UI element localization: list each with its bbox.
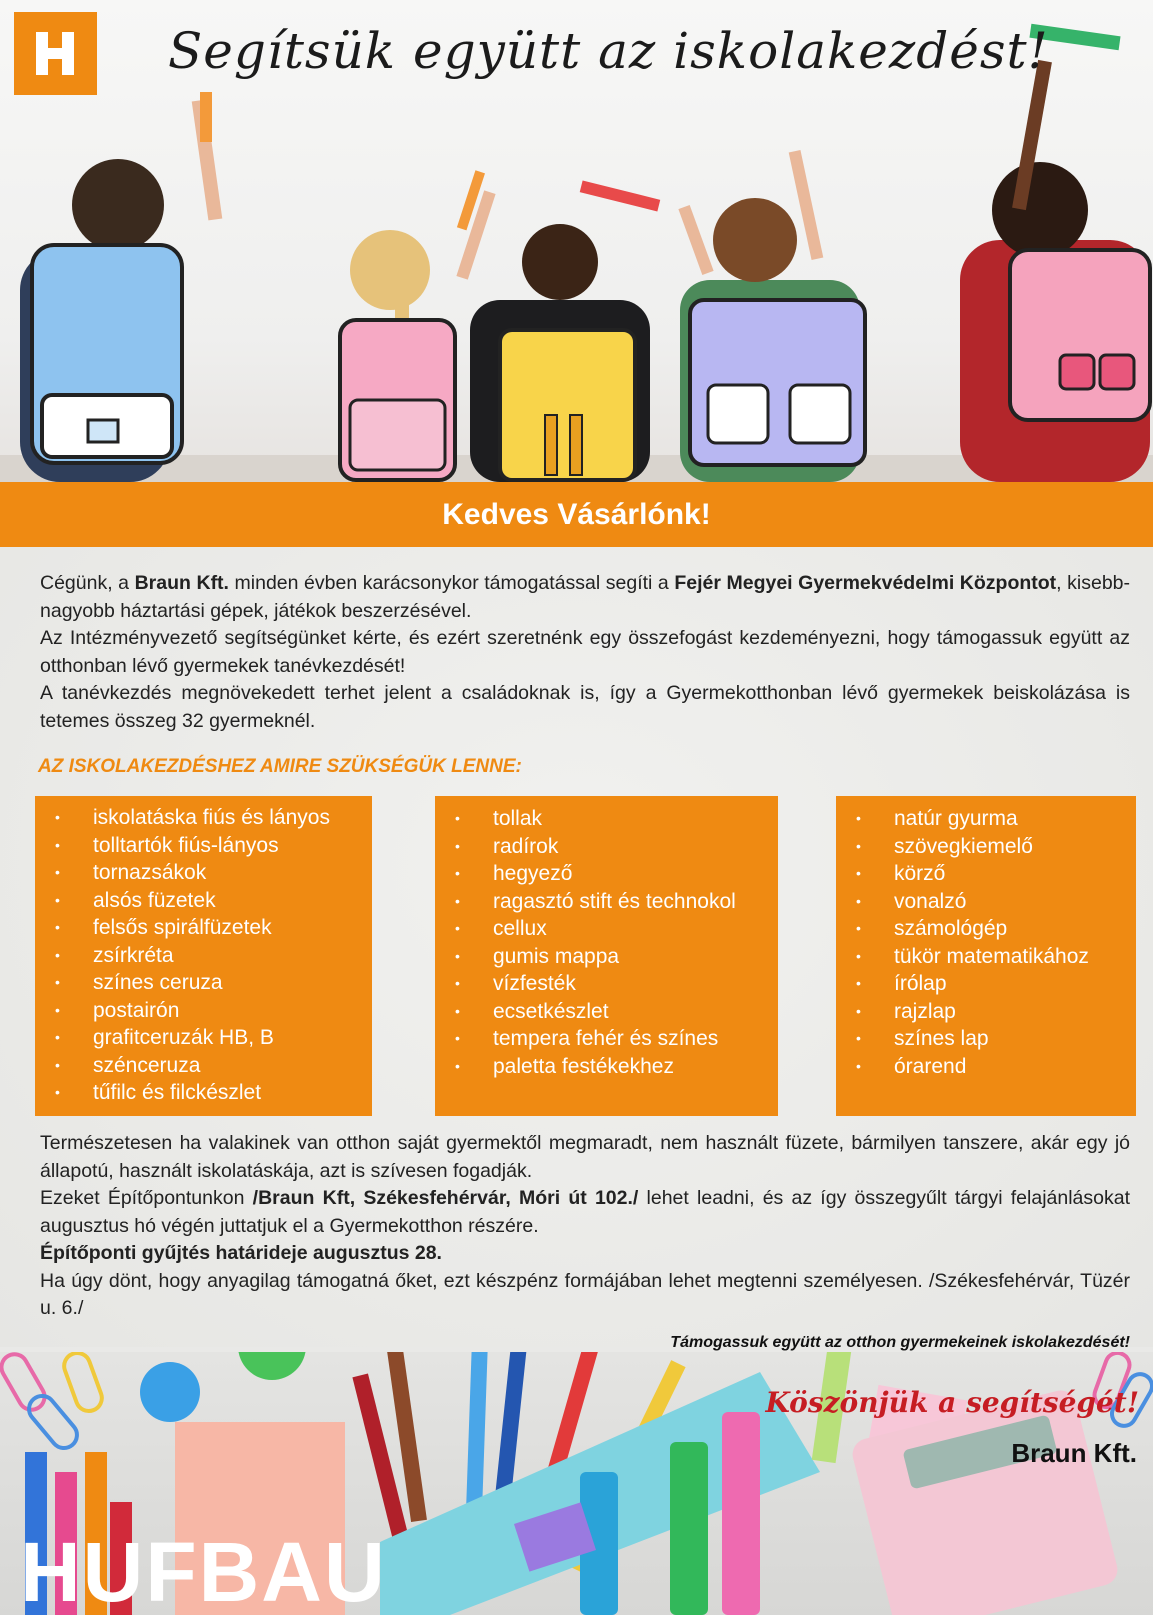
list-item: • írólap: [856, 970, 1128, 998]
intro-text: Az Intézményvezető segítségünket kérte, és ezért szeretnénk egy összefogást kezdeményezni, hogy támogassuk együtt az otthonban lévő gyermekek tanévkezdését!: [40, 627, 1130, 677]
list-item: • tollak: [455, 805, 770, 833]
organization-name: Fejér Megyei Gyermekvédelmi Központot: [674, 572, 1057, 594]
list-item: • cellux: [455, 915, 770, 943]
list-item: • tornazsákok: [55, 859, 364, 887]
thanks-message: Köszönjük a segítségét!: [765, 1386, 1139, 1419]
list-item: • tempera fehér és színes: [455, 1025, 770, 1053]
list-item: • szövegkiemelő: [856, 833, 1128, 861]
list-item: • gumis mappa: [455, 943, 770, 971]
needs-list-column-2: [435, 796, 778, 1116]
greeting-bar: [0, 482, 1153, 547]
list-item: • tűfilc és filckészlet: [55, 1079, 364, 1107]
list-item: • számológép: [856, 915, 1128, 943]
drop-off-address: /Braun Kft, Székesfehérvár, Móri út 102./: [252, 1187, 639, 1209]
hufbau-logo: [14, 12, 97, 95]
intro-paragraph: [40, 570, 1130, 735]
list-item: • órarend: [856, 1053, 1128, 1081]
hero-banner: [0, 0, 1153, 482]
hero-title: Segítsük együtt az iskolakezdést!: [168, 22, 1049, 80]
list-item: • tükör matematikához: [856, 943, 1128, 971]
needs-list-column-1: [35, 796, 372, 1116]
deadline-text: Építőponti gyűjtés határideje augusztus 28.: [40, 1242, 442, 1264]
details-text: lehet leadni, és az így összegyűlt tárgyi felajánlásokat augusztus hó végén juttatjuk el a Gyermekotthon részére.: [40, 1187, 1130, 1237]
list-item: • hegyező: [455, 860, 770, 888]
list-item: • színes lap: [856, 1025, 1128, 1053]
list-item: • radírok: [455, 833, 770, 861]
details-text: Ezeket Építőpontunkon: [40, 1187, 253, 1209]
greeting-title: Kedves Vásárlónk!: [442, 497, 711, 531]
details-text: Ha úgy dönt, hogy anyagilag támogatná őket, ezt készpénz formájában lehet megtenni személyesen. /Székesfehérvár, Tüzér u. 6./: [40, 1269, 1130, 1319]
company-name: Braun Kft.: [134, 572, 229, 594]
list-item: • rajzlap: [856, 998, 1128, 1026]
hufbau-wordmark: HUFBAU: [20, 1525, 387, 1615]
list-item: • körző: [856, 860, 1128, 888]
list-item: • szénceruza: [55, 1052, 364, 1080]
intro-text: A tanévkezdés megnövekedett terhet jelent a családoknak is, így a Gyermekotthonban lévő gyermekek beiskolázása is tetemes összeg 32 gyermeknél.: [40, 682, 1130, 732]
list-item: • alsós füzetek: [55, 887, 364, 915]
signature: Braun Kft.: [1011, 1438, 1137, 1468]
list-item: • vízfesték: [455, 970, 770, 998]
list-item: • natúr gyurma: [856, 805, 1128, 833]
list-item: • felsős spirálfüzetek: [55, 914, 364, 942]
list-item: • színes ceruza: [55, 969, 364, 997]
list-item: • ecsetkészlet: [455, 998, 770, 1026]
hufbau-h-logo-icon: [14, 12, 97, 95]
list-item: • vonalzó: [856, 888, 1128, 916]
intro-text: Cégünk, a: [40, 572, 135, 594]
list-item: • tolltartók fiús-lányos: [55, 832, 364, 860]
details-text: Természetesen ha valakinek van otthon saját gyermektől megmaradt, nem használt füzete, bármilyen tanszere, akár egy jó állapotú, használt iskolatáskája, azt is szívesen fogadják.: [40, 1132, 1130, 1182]
intro-text: , kisebb-nagyobb háztartási gépek, játékok beszerzésével.: [40, 572, 1131, 622]
list-item: • ragasztó stift és technokol: [455, 888, 770, 916]
details-paragraph: [40, 1130, 1130, 1323]
list-item: • grafitceruzák HB, B: [55, 1024, 364, 1052]
needs-heading: AZ ISKOLAKEZDÉSHEZ AMIRE SZÜKSÉGÜK LENNE:: [38, 756, 522, 777]
list-item: • postairón: [55, 997, 364, 1025]
list-item: • iskolatáska fiús és lányos: [55, 804, 364, 832]
intro-text: minden évben karácsonykor támogatással segíti a: [228, 572, 675, 594]
list-item: • zsírkréta: [55, 942, 364, 970]
list-item: • paletta festékekhez: [455, 1053, 770, 1081]
closing-slogan: Támogassuk együtt az otthon gyermekeinek iskolakezdését!: [670, 1334, 1130, 1351]
needs-list-column-3: [836, 796, 1136, 1116]
